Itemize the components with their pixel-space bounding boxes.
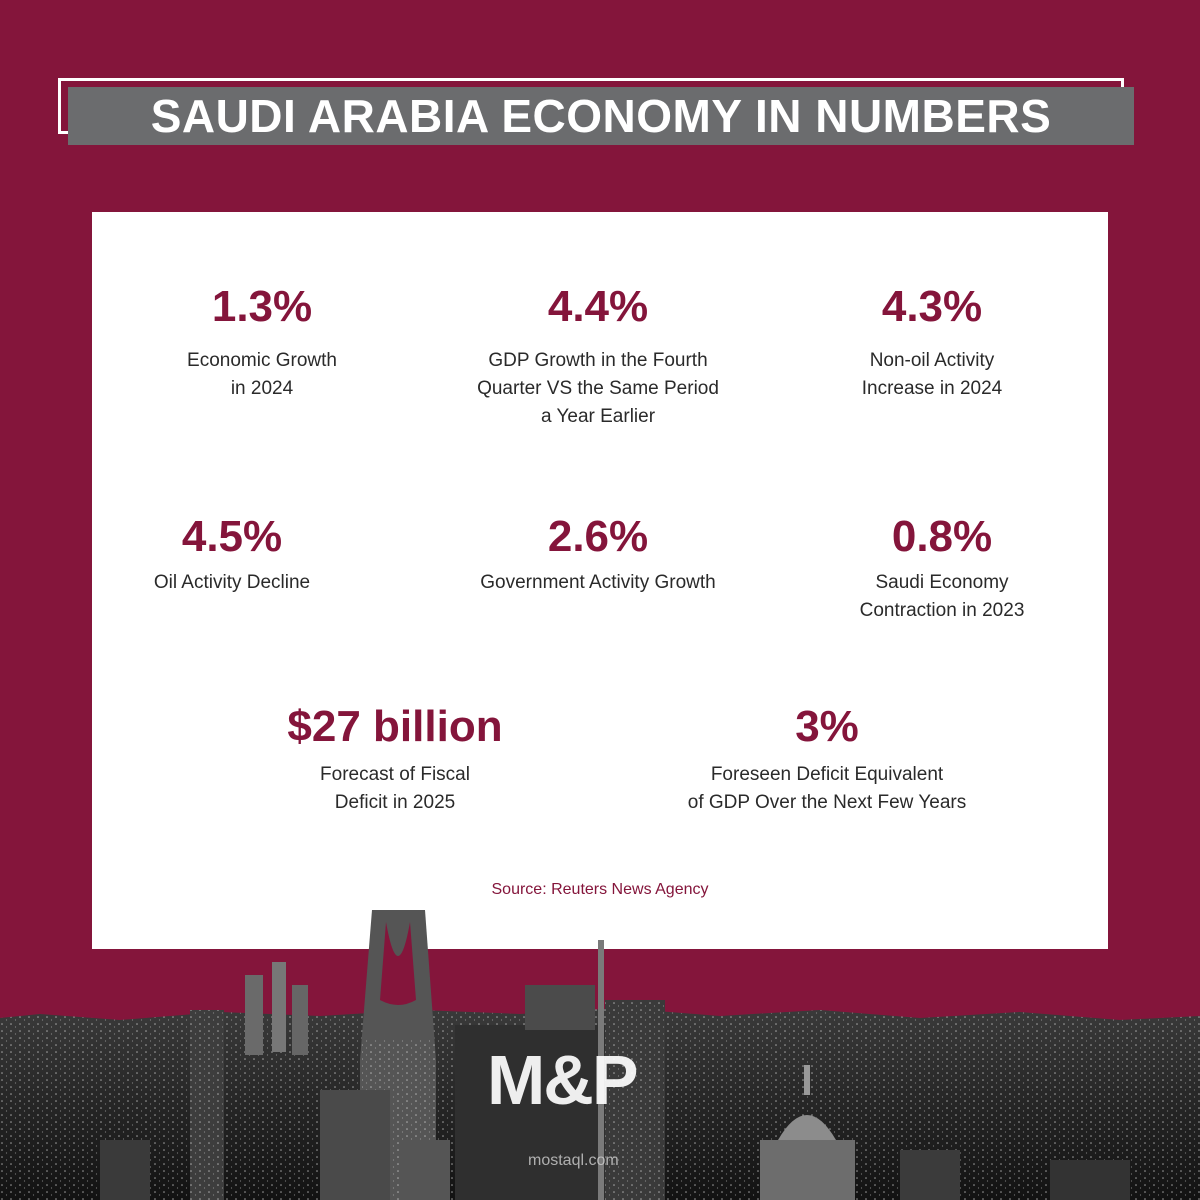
stat-label: Oil Activity Decline (153, 572, 311, 593)
stat-value: 1.3% (211, 282, 313, 331)
source-note: Source: Reuters News Agency (491, 881, 709, 898)
stat-value: 0.8% (891, 512, 993, 561)
stat-label: Forecast of Fiscal Deficit in 2025 (320, 764, 470, 813)
stat-value: 4.5% (181, 512, 283, 561)
stat-label: Economic Growth in 2024 (187, 350, 337, 399)
stat-label: Saudi Economy Contraction in 2023 (859, 572, 1025, 621)
stat-label: GDP Growth in the Fourth Quarter VS the Same Period a Year Earlier (477, 350, 719, 427)
stat-value: 3% (795, 702, 859, 751)
stat-label: Government Activity Growth (480, 572, 716, 593)
stat-label: Non-oil Activity Increase in 2024 (861, 350, 1003, 399)
stat-value: 4.3% (881, 282, 983, 331)
mostaql-watermark: mostaql.com (528, 1152, 619, 1169)
stat-value: 2.6% (547, 512, 649, 561)
mp-logo: M&P (487, 1041, 637, 1119)
stat-value: $27 billion (287, 702, 503, 751)
stat-value: 4.4% (547, 282, 649, 331)
page-title: SAUDI ARABIA ECONOMY IN NUMBERS (150, 90, 1052, 142)
stat-label: Foreseen Deficit Equivalent of GDP Over the Next Few Years (687, 764, 967, 813)
